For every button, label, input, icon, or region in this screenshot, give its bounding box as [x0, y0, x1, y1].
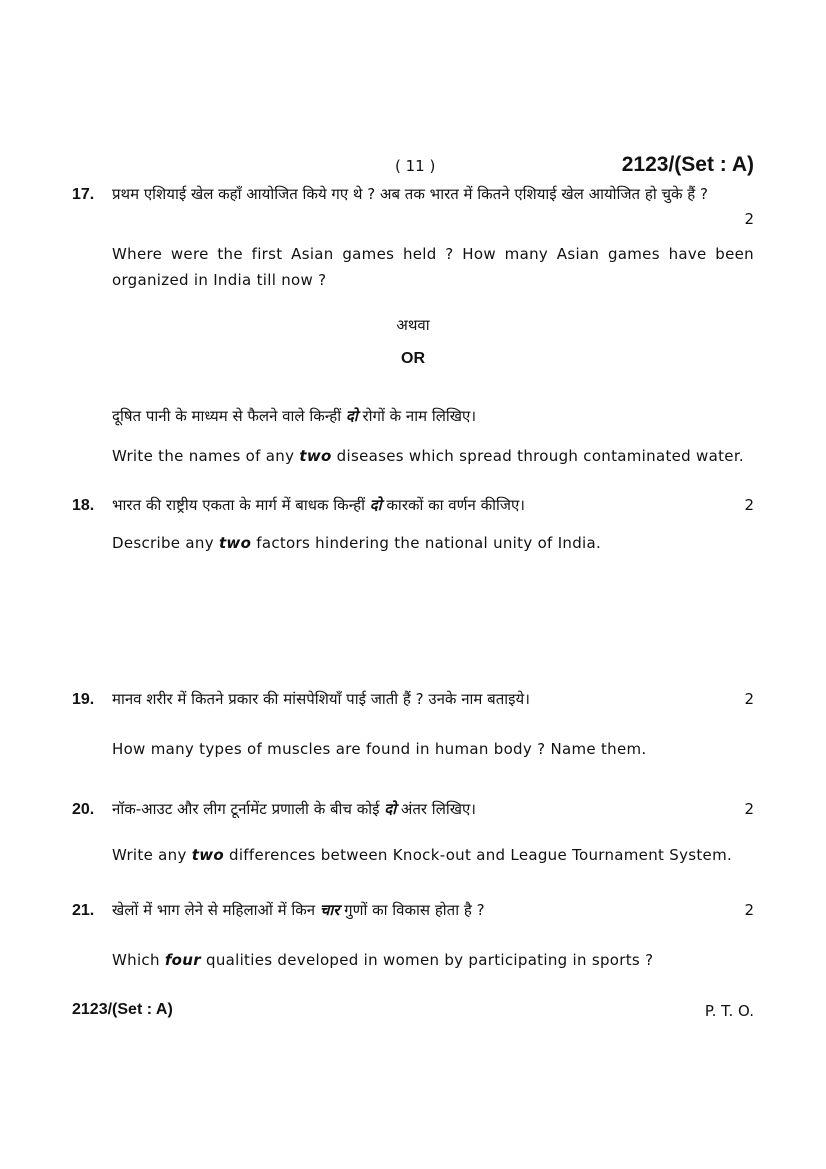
q18-english-emphasis: two — [218, 534, 252, 552]
alt-hindi-pre: दूषित पानी के माध्यम से फैलने वाले किन्हीं — [112, 407, 346, 425]
question-21-marks: 2 — [744, 901, 754, 919]
q21-english-post: qualities developed in women by participating in sports ? — [200, 951, 654, 969]
or-hindi: अथवा — [396, 316, 430, 334]
q21-english-emphasis: four — [164, 951, 201, 969]
q20-hindi-pre: नॉक-आउट और लीग टूर्नामेंट प्रणाली के बीच कोई — [112, 800, 385, 818]
question-21-english — [112, 947, 754, 973]
question-18-english — [112, 530, 754, 556]
question-19-english: How many types of muscles are found in human body ? Name them. — [112, 740, 647, 758]
pto-label: P. T. O. — [704, 1002, 754, 1020]
question-17-marks: 2 — [744, 210, 754, 228]
q20-english-emphasis: two — [191, 846, 224, 864]
alt-english-emphasis: two — [299, 447, 332, 465]
question-19-hindi: मानव शरीर में कितने प्रकार की मांसपेशियाँ पाई जाती हैं ? उनके नाम बताइये। — [112, 690, 530, 708]
q20-hindi-emphasis: दो — [384, 800, 397, 818]
question-19-marks: 2 — [744, 690, 754, 708]
alt-english-post: diseases which spread through contaminated water. — [331, 447, 744, 465]
q21-english-pre: Which — [112, 951, 165, 969]
q18-hindi-post: कारकों का वर्णन कीजिए। — [381, 496, 525, 514]
alt-hindi-post: रोगों के नाम लिखिए। — [357, 407, 477, 425]
question-17-number: 17. — [72, 186, 95, 203]
q21-hindi-pre: खेलों में भाग लेने से महिलाओं में किन — [112, 901, 320, 919]
q18-english-pre: Describe any — [112, 534, 219, 552]
paper-code-header: 2123/(Set : A) — [621, 153, 754, 176]
question-17-alt-english — [112, 443, 754, 469]
page-number: ( 11 ) — [395, 157, 436, 175]
question-20-hindi — [112, 797, 754, 822]
paper-code-footer: 2123/(Set : A) — [72, 1001, 173, 1018]
q20-hindi-post: अंतर लिखिए। — [396, 800, 476, 818]
question-20-marks: 2 — [744, 800, 754, 818]
q21-hindi-emphasis: चार — [319, 901, 340, 919]
question-19-number: 19. — [72, 691, 95, 708]
alt-english-pre: Write the names of any — [112, 447, 300, 465]
question-21-hindi — [112, 898, 754, 923]
question-20-english — [112, 842, 754, 868]
q20-english-pre: Write any — [112, 846, 192, 864]
q18-hindi-pre: भारत की राष्ट्रीय एकता के मार्ग में बाधक किन्हीं — [112, 496, 370, 514]
question-18-marks: 2 — [744, 496, 754, 514]
question-17-alt-hindi — [112, 404, 754, 429]
alt-hindi-emphasis: दो — [345, 407, 358, 425]
question-18-hindi — [112, 493, 754, 518]
question-18-number: 18. — [72, 497, 95, 514]
q21-hindi-post: गुणों का विकास होता है ? — [339, 901, 485, 919]
q18-hindi-emphasis: दो — [369, 496, 382, 514]
question-20-number: 20. — [72, 801, 95, 818]
q18-english-post: factors hindering the national unity of India. — [251, 534, 602, 552]
question-17-hindi: प्रथम एशियाई खेल कहाँ आयोजित किये गए थे ? अब तक भारत में कितने एशियाई खेल आयोजित हो चुके हैं ? — [112, 185, 708, 203]
or-english: OR — [401, 350, 425, 367]
q20-english-post: differences between Knock-out and League Tournament System. — [223, 846, 733, 864]
question-21-number: 21. — [72, 902, 95, 919]
question-17-english: Where were the first Asian games held ? How many Asian games have been organized in India till now ? — [112, 245, 754, 289]
